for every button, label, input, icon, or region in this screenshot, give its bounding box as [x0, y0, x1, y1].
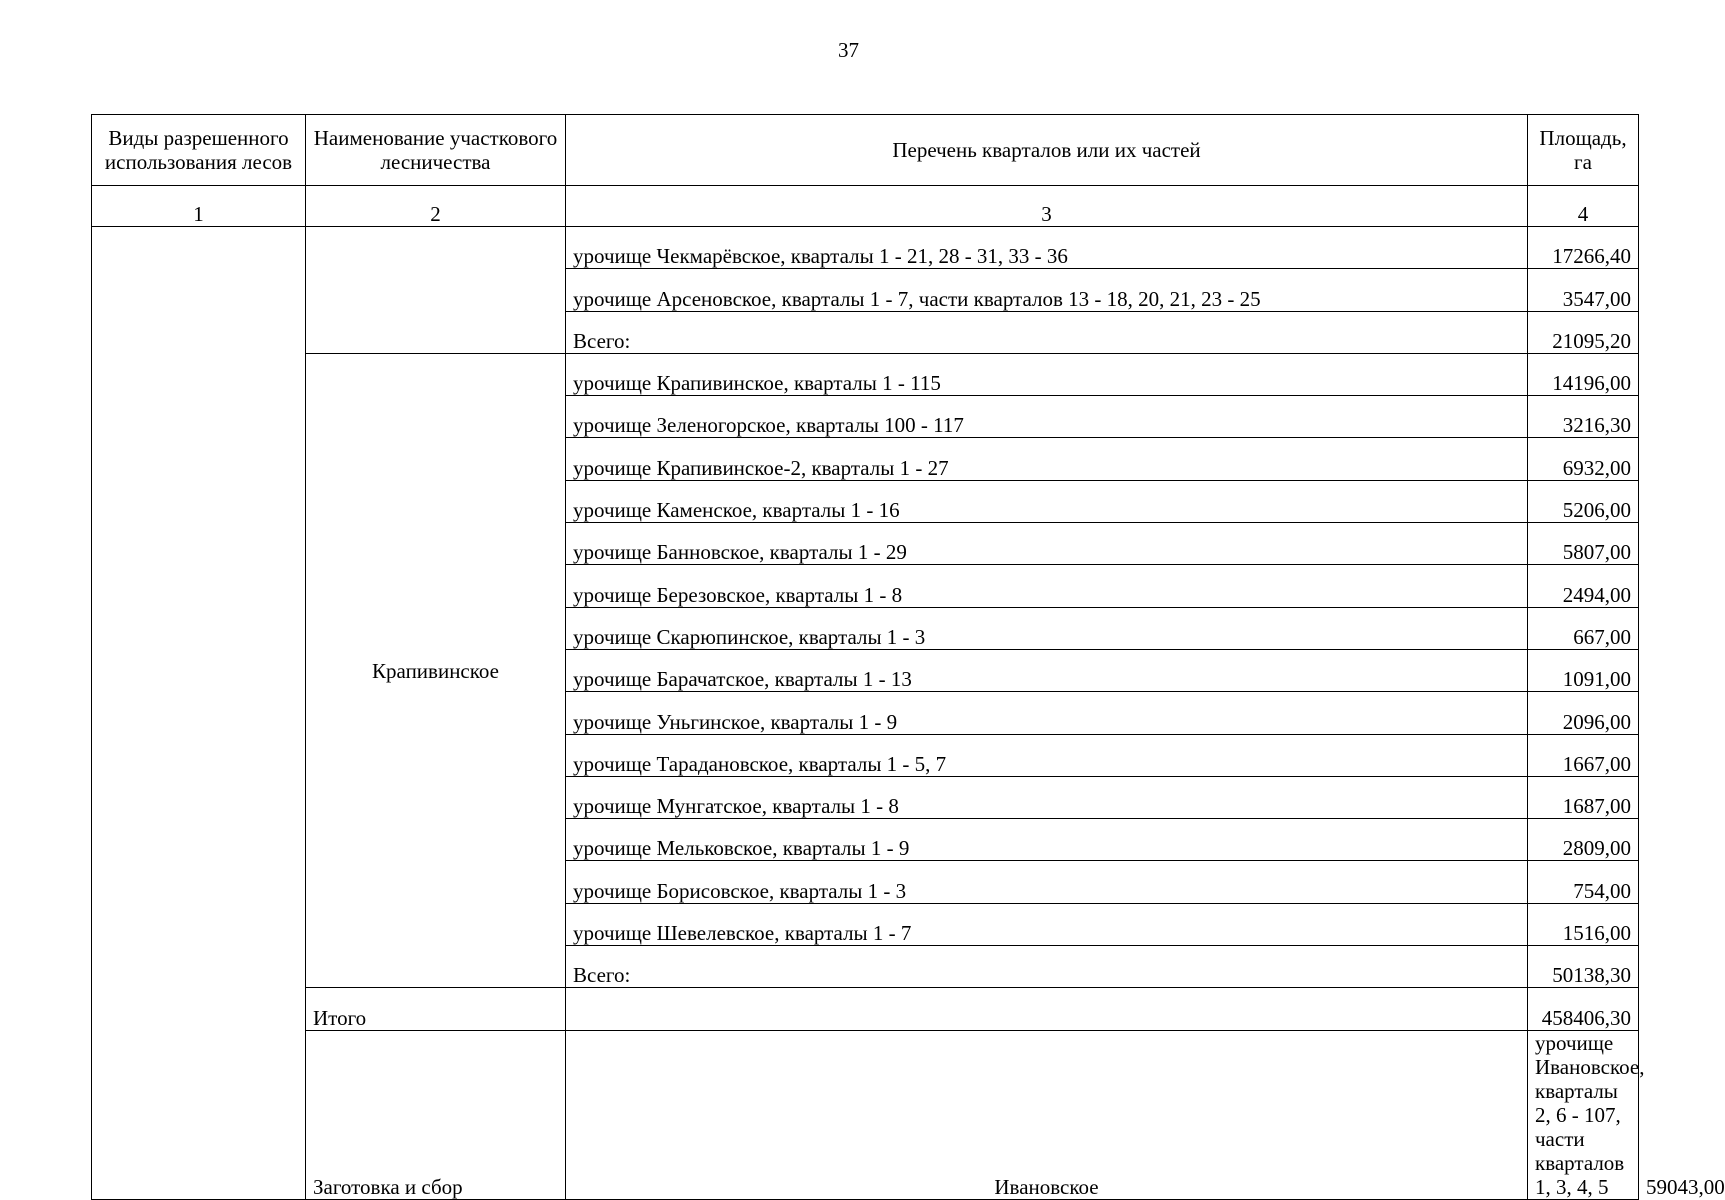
quarters-cell: урочище Крапивинское, кварталы 1 - 115: [566, 353, 1528, 395]
area-cell: 1091,00: [1528, 649, 1639, 691]
area-cell: 2096,00: [1528, 692, 1639, 734]
area-cell: 17266,40: [1528, 227, 1639, 269]
subtotal-label: Всего:: [566, 311, 1528, 353]
header-forestry: Наименование участкового лесничества: [306, 115, 566, 186]
quarters-cell: урочище Арсеновское, кварталы 1 - 7, части кварталов 13 - 18, 20, 21, 23 - 25: [566, 269, 1528, 311]
area-cell: 1516,00: [1528, 903, 1639, 945]
quarters-cell: урочище Уньгинское, кварталы 1 - 9: [566, 692, 1528, 734]
subtotal-area: 50138,30: [1528, 946, 1639, 988]
table-row: Заготовка и сбор Ивановское урочище Ивановское, кварталы 2, 6 - 107, части кварталов 1, 3, 4, 5 59043,00: [92, 1030, 1639, 1199]
quarters-cell: урочище Шевелевское, кварталы 1 - 7: [566, 903, 1528, 945]
column-number: 4: [1528, 186, 1639, 227]
grand-total-area: 458406,30: [1528, 988, 1639, 1030]
quarters-cell: урочище Мельковское, кварталы 1 - 9: [566, 819, 1528, 861]
area-cell: 5807,00: [1528, 523, 1639, 565]
area-cell: 1687,00: [1528, 776, 1639, 818]
subtotal-label: Всего:: [566, 946, 1528, 988]
grand-total-label: Итого: [306, 988, 566, 1030]
use-type-cell: Заготовка и сбор: [306, 1030, 566, 1199]
quarters-cell: урочище Каменское, кварталы 1 - 16: [566, 480, 1528, 522]
area-cell: 3216,30: [1528, 396, 1639, 438]
header-quarters: Перечень кварталов или их частей: [566, 115, 1528, 186]
grand-total-row: [92, 988, 1639, 1030]
quarters-cell: урочище Зеленогорское, кварталы 100 - 117: [566, 396, 1528, 438]
area-cell: 5206,00: [1528, 480, 1639, 522]
quarters-cell: урочище Банновское, кварталы 1 - 29: [566, 523, 1528, 565]
page-number: 37: [838, 38, 859, 62]
quarters-cell: урочище Крапивинское-2, кварталы 1 - 27: [566, 438, 1528, 480]
forestry-cell-empty: [306, 227, 566, 354]
column-number: 2: [306, 186, 566, 227]
quarters-cell: урочище Чекмарёвское, кварталы 1 - 21, 28 - 31, 33 - 36: [566, 227, 1528, 269]
column-number: 3: [566, 186, 1528, 227]
area-cell: 2494,00: [1528, 565, 1639, 607]
quarters-cell: урочище Тараданoвское, кварталы 1 - 5, 7: [566, 734, 1528, 776]
area-cell: 2809,00: [1528, 819, 1639, 861]
header-row: [92, 115, 1639, 186]
quarters-cell: урочище Барачатское, кварталы 1 - 13: [566, 649, 1528, 691]
area-cell: 3547,00: [1528, 269, 1639, 311]
forest-quarters-table: [91, 114, 1725, 1200]
area-cell: 6932,00: [1528, 438, 1639, 480]
use-type-cell-empty: [92, 227, 306, 1200]
forestry-name-cell: Ивановское: [566, 1030, 1528, 1199]
quarters-cell: урочище Борисовское, кварталы 1 - 3: [566, 861, 1528, 903]
quarters-cell: урочище Мунгатское, кварталы 1 - 8: [566, 776, 1528, 818]
column-number: 1: [92, 186, 306, 227]
header-use-type: Виды разрешенного использования лесов: [92, 115, 306, 186]
area-cell: 667,00: [1528, 607, 1639, 649]
quarters-cell: урочище Скарюпинское, кварталы 1 - 3: [566, 607, 1528, 649]
header-area: Площадь, га: [1528, 115, 1639, 186]
subtotal-area: 21095,20: [1528, 311, 1639, 353]
area-cell: 14196,00: [1528, 353, 1639, 395]
quarters-cell: урочище Березовское, кварталы 1 - 8: [566, 565, 1528, 607]
area-cell: 754,00: [1528, 861, 1639, 903]
column-number-row: [92, 186, 1639, 227]
grand-total-empty-cell: [566, 988, 1528, 1030]
table-row: [92, 353, 1639, 395]
table-row: [92, 227, 1639, 269]
area-cell: 1667,00: [1528, 734, 1639, 776]
forestry-name-cell: Крапивинское: [306, 353, 566, 987]
quarters-cell: урочище Ивановское, кварталы 2, 6 - 107, части кварталов 1, 3, 4, 5: [1528, 1030, 1639, 1199]
